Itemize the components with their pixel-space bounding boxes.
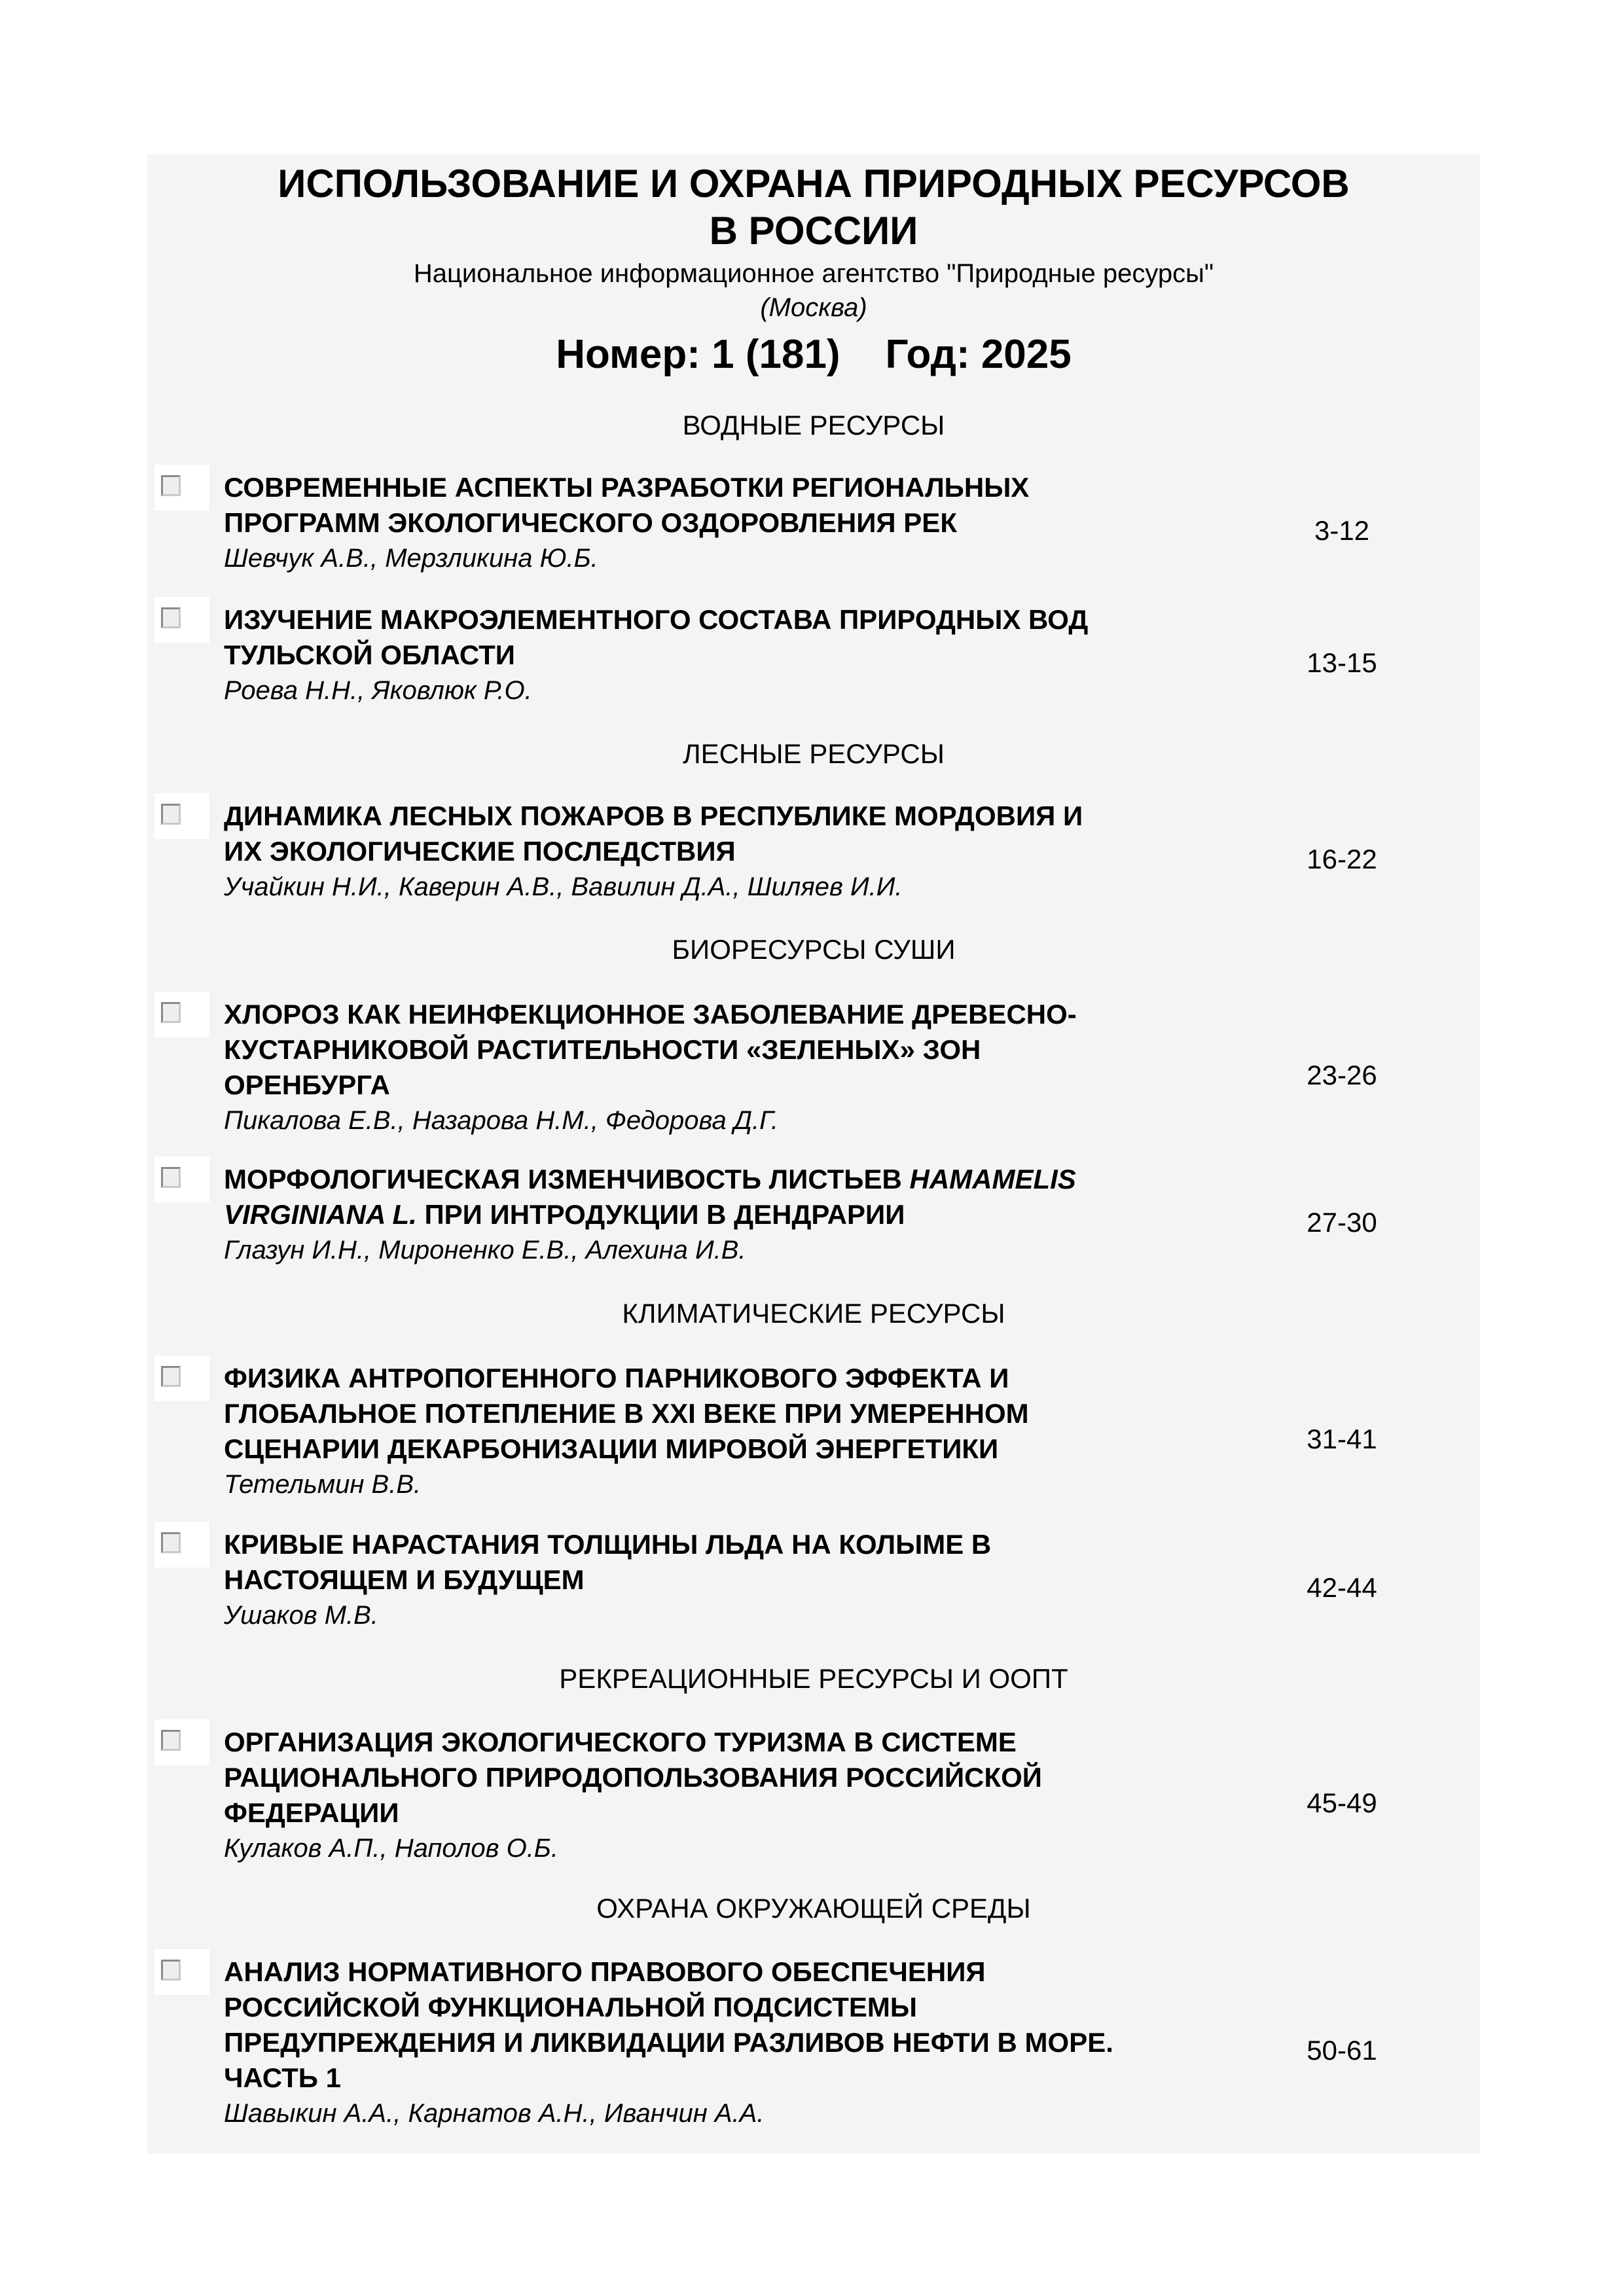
article-authors: Шевчук А.В., Мерзликина Ю.Б. bbox=[224, 544, 598, 573]
article-title-text: ИЗУЧЕНИЕ МАКРОЭЛЕМЕНТНОГО СОСТАВА ПРИРОДНЫХ ВОД bbox=[224, 604, 1089, 635]
article-pages: 13-15 bbox=[1307, 647, 1377, 678]
article-authors: Кулаков А.П., Наполов О.Б. bbox=[224, 1834, 558, 1863]
article-entry[interactable] bbox=[224, 997, 1271, 1138]
article-title-line[interactable] bbox=[224, 798, 1271, 834]
section-heading: РЕКРЕАЦИОННЫЕ РЕСУРСЫ И ООПТ bbox=[559, 1663, 1068, 1694]
article-title-text: МОРФОЛОГИЧЕСКАЯ ИЗМЕНЧИВОСТЬ ЛИСТЬЕВ bbox=[224, 1164, 910, 1194]
article-title-line[interactable] bbox=[224, 1527, 1271, 1562]
section-heading: ЛЕСНЫЕ РЕСУРСЫ bbox=[683, 738, 945, 769]
article-title-line[interactable] bbox=[224, 1562, 1271, 1598]
article-title-text: СОВРЕМЕННЫЕ АСПЕКТЫ РАЗРАБОТКИ РЕГИОНАЛЬНЫХ bbox=[224, 472, 1030, 503]
article-title-line[interactable] bbox=[224, 1760, 1271, 1795]
checkbox-wrapper[interactable] bbox=[154, 1522, 209, 1568]
article-title-text: КРИВЫЕ НАРАСТАНИЯ ТОЛЩИНЫ ЛЬДА НА КОЛЫМЕ В bbox=[224, 1529, 992, 1560]
article-title-text: АНАЛИЗ НОРМАТИВНОГО ПРАВОВОГО ОБЕСПЕЧЕНИЯ bbox=[224, 1956, 986, 1987]
article-pages: 16-22 bbox=[1307, 844, 1377, 874]
article-entry[interactable] bbox=[224, 1527, 1271, 1633]
select-checkbox[interactable] bbox=[161, 1167, 181, 1188]
section-heading: ОХРАНА ОКРУЖАЮЩЕЙ СРЕДЫ bbox=[596, 1893, 1031, 1924]
article-title-line[interactable] bbox=[224, 505, 1271, 541]
article-pages: 3-12 bbox=[1314, 515, 1370, 546]
article-authors: Роева Н.Н., Яковлюк Р.О. bbox=[224, 676, 532, 705]
issue-info: Номер: 1 (181) Год: 2025 bbox=[556, 332, 1072, 377]
article-title-line[interactable] bbox=[224, 1032, 1271, 1067]
article-entry[interactable] bbox=[224, 602, 1271, 708]
select-checkbox[interactable] bbox=[161, 475, 181, 496]
article-authors: Глазун И.Н., Мироненко Е.В., Алехина И.В. bbox=[224, 1236, 746, 1265]
article-title-text: ИХ ЭКОЛОГИЧЕСКИЕ ПОСЛЕДСТВИЯ bbox=[224, 836, 736, 867]
checkbox-wrapper[interactable] bbox=[154, 1719, 209, 1765]
article-title-text: ПРОГРАММ ЭКОЛОГИЧЕСКОГО ОЗДОРОВЛЕНИЯ РЕК bbox=[224, 507, 957, 538]
article-title-line[interactable] bbox=[224, 1795, 1271, 1831]
article-title-text: ПРИ ИНТРОДУКЦИИ В ДЕНДРАРИИ bbox=[416, 1199, 905, 1230]
article-pages: 23-26 bbox=[1307, 1060, 1377, 1090]
article-title-text: РАЦИОНАЛЬНОГО ПРИРОДОПОЛЬЗОВАНИЯ РОССИЙСКОЙ bbox=[224, 1762, 1042, 1793]
article-authors: Тетельмин В.В. bbox=[224, 1470, 422, 1499]
article-title-text: ТУЛЬСКОЙ ОБЛАСТИ bbox=[224, 639, 515, 670]
article-entry[interactable] bbox=[224, 1162, 1271, 1268]
checkbox-wrapper[interactable] bbox=[154, 992, 209, 1037]
article-pages: 27-30 bbox=[1307, 1207, 1377, 1238]
article-title-line[interactable] bbox=[224, 1990, 1271, 2025]
article-authors: Пикалова Е.В., Назарова Н.М., Федорова Д.Г. bbox=[224, 1106, 778, 1135]
article-title-text: СЦЕНАРИИ ДЕКАРБОНИЗАЦИИ МИРОВОЙ ЭНЕРГЕТИКИ bbox=[224, 1433, 999, 1464]
article-entry[interactable] bbox=[224, 1361, 1271, 1502]
article-entry[interactable] bbox=[224, 1954, 1271, 2131]
article-title-line[interactable] bbox=[224, 1067, 1271, 1103]
article-entry[interactable] bbox=[224, 1725, 1271, 1866]
article-pages: 42-44 bbox=[1307, 1572, 1377, 1603]
section-heading: ВОДНЫЕ РЕСУРСЫ bbox=[682, 410, 945, 440]
select-checkbox[interactable] bbox=[161, 1366, 181, 1387]
checkbox-wrapper[interactable] bbox=[154, 1949, 209, 1995]
article-title-text: НАСТОЯЩЕМ И БУДУЩЕМ bbox=[224, 1564, 585, 1595]
article-title-text: ОРЕНБУРГА bbox=[224, 1069, 390, 1100]
article-title-line[interactable] bbox=[224, 1725, 1271, 1760]
checkbox-wrapper[interactable] bbox=[154, 465, 209, 511]
article-entry[interactable] bbox=[224, 798, 1271, 905]
article-title-line[interactable] bbox=[224, 637, 1271, 673]
article-title-line[interactable] bbox=[224, 834, 1271, 869]
checkbox-wrapper[interactable] bbox=[154, 1355, 209, 1401]
article-title-text: ДИНАМИКА ЛЕСНЫХ ПОЖАРОВ В РЕСПУБЛИКЕ МОРДОВИЯ И bbox=[224, 800, 1083, 831]
article-authors: Шавыкин А.А., Карнатов А.Н., Иванчин А.А. bbox=[224, 2099, 765, 2128]
article-title-italic: VIRGINIANA L. bbox=[224, 1199, 417, 1230]
article-title-line[interactable] bbox=[224, 1954, 1271, 1990]
journal-title-line2: В РОССИИ bbox=[709, 209, 918, 253]
article-authors: Ушаков М.В. bbox=[224, 1601, 378, 1630]
article-title-text: ФИЗИКА АНТРОПОГЕННОГО ПАРНИКОВОГО ЭФФЕКТА И bbox=[224, 1363, 1009, 1393]
checkbox-wrapper[interactable] bbox=[154, 793, 209, 839]
select-checkbox[interactable] bbox=[161, 1960, 181, 1981]
checkbox-wrapper[interactable] bbox=[154, 597, 209, 643]
article-title-text: ПРЕДУПРЕЖДЕНИЯ И ЛИКВИДАЦИИ РАЗЛИВОВ НЕФТИ В МОРЕ. bbox=[224, 2027, 1113, 2058]
article-title-line[interactable] bbox=[224, 2060, 1271, 2096]
article-title-text: ФЕДЕРАЦИИ bbox=[224, 1797, 399, 1828]
section-heading: КЛИМАТИЧЕСКИЕ РЕСУРСЫ bbox=[622, 1298, 1005, 1329]
journal-title-line1: ИСПОЛЬЗОВАНИЕ И ОХРАНА ПРИРОДНЫХ РЕСУРСОВ bbox=[278, 162, 1350, 206]
article-pages: 45-49 bbox=[1307, 1787, 1377, 1818]
publisher: Национальное информационное агентство "Природные ресурсы" bbox=[413, 259, 1214, 288]
article-title-line[interactable] bbox=[224, 997, 1271, 1032]
article-title-text: ГЛОБАЛЬНОЕ ПОТЕПЛЕНИЕ В XXI ВЕКЕ ПРИ УМЕРЕННОМ bbox=[224, 1398, 1029, 1429]
article-title-line[interactable] bbox=[224, 1361, 1271, 1396]
article-title-line[interactable] bbox=[224, 1197, 1271, 1232]
article-title-line[interactable] bbox=[224, 1162, 1271, 1197]
checkbox-wrapper[interactable] bbox=[154, 1157, 209, 1202]
article-title-line[interactable] bbox=[224, 2025, 1271, 2060]
article-title-text: ХЛОРОЗ КАК НЕИНФЕКЦИОННОЕ ЗАБОЛЕВАНИЕ ДРЕВЕСНО- bbox=[224, 999, 1077, 1030]
article-title-line[interactable] bbox=[224, 470, 1271, 505]
article-title-italic: HAMAMELIS bbox=[909, 1164, 1076, 1194]
city: (Москва) bbox=[760, 293, 867, 322]
section-heading: БИОРЕСУРСЫ СУШИ bbox=[672, 934, 956, 965]
article-entry[interactable] bbox=[224, 470, 1271, 576]
article-title-text: ОРГАНИЗАЦИЯ ЭКОЛОГИЧЕСКОГО ТУРИЗМА В СИСТЕМЕ bbox=[224, 1727, 1017, 1757]
select-checkbox[interactable] bbox=[161, 804, 181, 825]
select-checkbox[interactable] bbox=[161, 1730, 181, 1751]
select-checkbox[interactable] bbox=[161, 1002, 181, 1023]
article-title-text: РОССИЙСКОЙ ФУНКЦИОНАЛЬНОЙ ПОДСИСТЕМЫ bbox=[224, 1992, 918, 2022]
select-checkbox[interactable] bbox=[161, 1532, 181, 1553]
article-title-line[interactable] bbox=[224, 1431, 1271, 1467]
article-title-text: ЧАСТЬ 1 bbox=[224, 2062, 341, 2093]
article-pages: 31-41 bbox=[1307, 1424, 1377, 1454]
article-title-line[interactable] bbox=[224, 1396, 1271, 1431]
article-pages: 50-61 bbox=[1307, 2035, 1377, 2066]
article-authors: Учайкин Н.И., Каверин А.В., Вавилин Д.А., Шиляев И.И. bbox=[224, 872, 903, 901]
select-checkbox[interactable] bbox=[161, 607, 181, 628]
article-title-text: КУСТАРНИКОВОЙ РАСТИТЕЛЬНОСТИ «ЗЕЛЕНЫХ» ЗОН bbox=[224, 1034, 981, 1065]
article-title-line[interactable] bbox=[224, 602, 1271, 637]
